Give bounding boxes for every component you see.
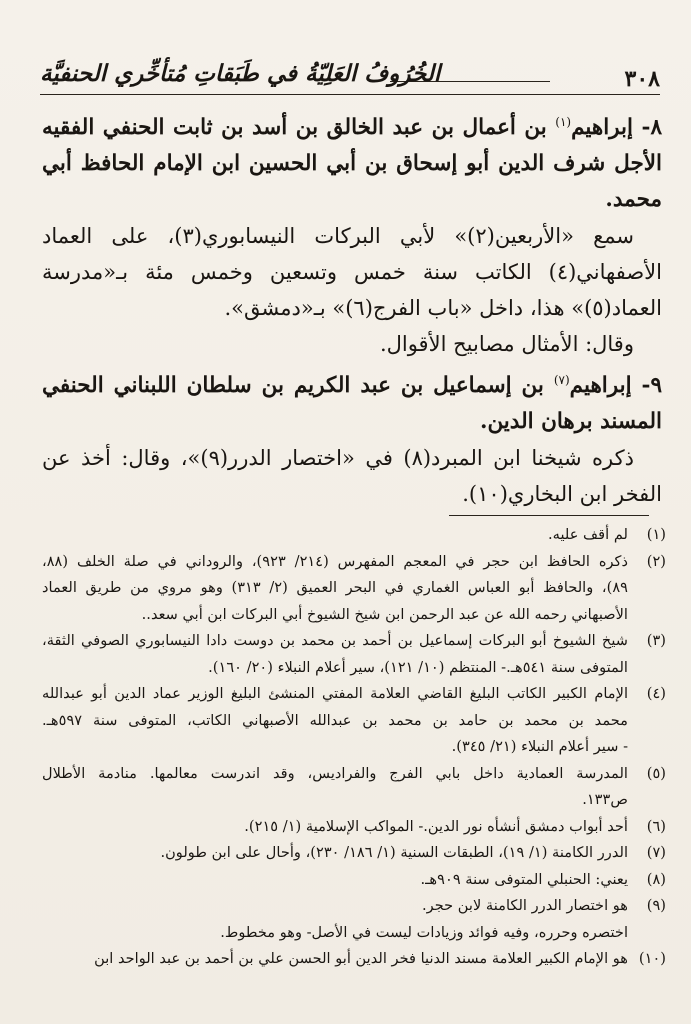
footnote-number: (٨) [646,870,666,888]
footnote-line: شيخ الشيوخ أبو البركات إسماعيل بن أحمد بن محمد بن دوست دادا النيسابوري الصوفي الثقة، [42,632,628,649]
footnote-6 [42,814,666,841]
page-number: ٣٠٨ [624,66,660,92]
entry-8 [42,104,662,218]
entry-9-head: ٩- إبراهيم [569,373,662,399]
footnote-line: أحد أبواب دمشق أنشأه نور الدين.- المواكب الإسلامية (١/ ٢١٥). [244,817,628,835]
footnote-number: (٤) [646,685,666,702]
footnote-line: الدرر الكامنة (١/ ١٩)، الطبقات السنية (١/ ١٨٦/ ٢٣٠)، وأحال على ابن طولون. [160,844,628,861]
footnote-number: (٣) [646,632,666,649]
header-bottom-rule [40,94,660,95]
page-header [40,58,660,98]
footnote-line: هو اختصار الدرر الكامنة لابن حجر. [422,897,628,914]
footnote-line: المدرسة العمادية داخل بابي الفرج والفراديس، وقد اندرست معالمها. منادمة الأطلال [42,764,628,782]
footnote-ref-1: (١) [555,115,572,129]
footnote-3 [42,628,666,681]
paragraph-sama: سمع «الأربعين(٢)» لأبي البركات النيسابوري(٣)، على العماد الأصفهاني(٤) الكاتب سنة خمس وتسعين وخمس مئة بـ«مدرسة العماد(٥)» هذا، داخل «باب الفرج(٦)» بـ«دمشق». [42,224,662,321]
running-title: الخُرُوفُ العَلِيّةُ في طَبَقاتِ مُتأخِّري الحنفيَّة [40,60,441,87]
footnote-line: الإمام الكبير الكاتب البليغ القاضي العلامة المفتي المنشئ البليغ الوزير عماد الدين أبو عبدالله [42,685,628,702]
footnote-number: (١٠) [638,950,666,967]
footnote-line: ذكره الحافظ ابن حجر في المعجم المفهرس (٢١٤/ ٩٢٣)، والروداني في صلة الخلف (٨٨، [42,552,628,570]
footnote-8 [42,867,666,894]
footnote-number: (٢) [646,552,666,570]
paragraph-dhakarahu: ذكره شيخنا ابن المبرد(٨) في «اختصار الدرر(٩)»، وقال: أخذ عن الفخر ابن البخاري(١٠). [42,446,662,507]
footnote-line: المتوفى سنة ٥٤١هـ.- المنتظم (١٠/ ١٢١)، سير أعلام النبلاء (٢٠/ ١٦٠). [208,658,628,676]
footnote-number: (٥) [646,764,666,782]
paragraph-qala: وقال: الأمثال مصابيح الأقوال. [379,332,634,357]
entry-9 [42,362,662,440]
footnote-number: (٦) [646,817,666,835]
footnote-line: - سير أعلام النبلاء (٢١/ ٣٤٥). [451,738,628,755]
entry-8-body: بن أعمال بن عبد الخالق بن أسد بن ثابت الحنفي الفقيه الأجل شرف الدين أبو إسحاق بن أبي الحسين ابن الإمام الحافظ أبي محمد. [42,115,662,213]
footnote-divider [449,515,649,516]
footnote-7 [42,840,666,867]
footnote-number: (٧) [646,844,666,861]
footnote-9-continuation: اختصره وحرره، وفيه فوائد وزيادات ليست في الأصل- وهو مخطوط. [220,923,628,941]
footnote-line: الأصبهاني رحمه الله عن عبد الرحمن ابن شيخ الشيوخ أبي البركات ابن أبي سعد.. [141,605,628,623]
footnote-1 [42,522,666,549]
footnote-number: (١) [646,526,666,543]
footnote-line: يعني: الحنبلي المتوفى سنة ٩٠٩هـ. [420,870,628,888]
entry-9-body: بن إسماعيل بن عبد الكريم بن سلطان اللبناني الحنفي المسند برهان الدين. [42,373,662,435]
footnote-line: ٨٩)، والحافظ أبو العباس الغماري في البحر العميق (٢/ ٣١٣) وهو مروي من طريق العماد [42,579,629,596]
footnote-line: محمد بن محمد بن حامد بن محمد بن عبدالله الأصبهاني الكاتب، المتوفى سنة ٥٩٧هـ. [42,711,628,729]
footnote-4 [42,681,666,761]
footnote-line: لم أقف عليه. [548,526,628,543]
footnote-10 [42,946,666,973]
footnote-2 [42,549,666,629]
main-text [42,104,662,512]
footnote-5 [42,761,666,814]
footnote-number: (٩) [646,897,666,914]
entry-8-head: ٨- إبراهيم [571,115,662,141]
footnotes [42,522,666,973]
footnote-line: ص١٣٣. [582,791,628,808]
footnote-line: هو الإمام الكبير العلامة مسند الدنيا فخر الدين أبو الحسن علي بن أحمد بن عبد الواحد ابن [94,950,628,967]
footnote-ref-7: (٧) [553,373,570,388]
footnote-9 [42,893,666,920]
